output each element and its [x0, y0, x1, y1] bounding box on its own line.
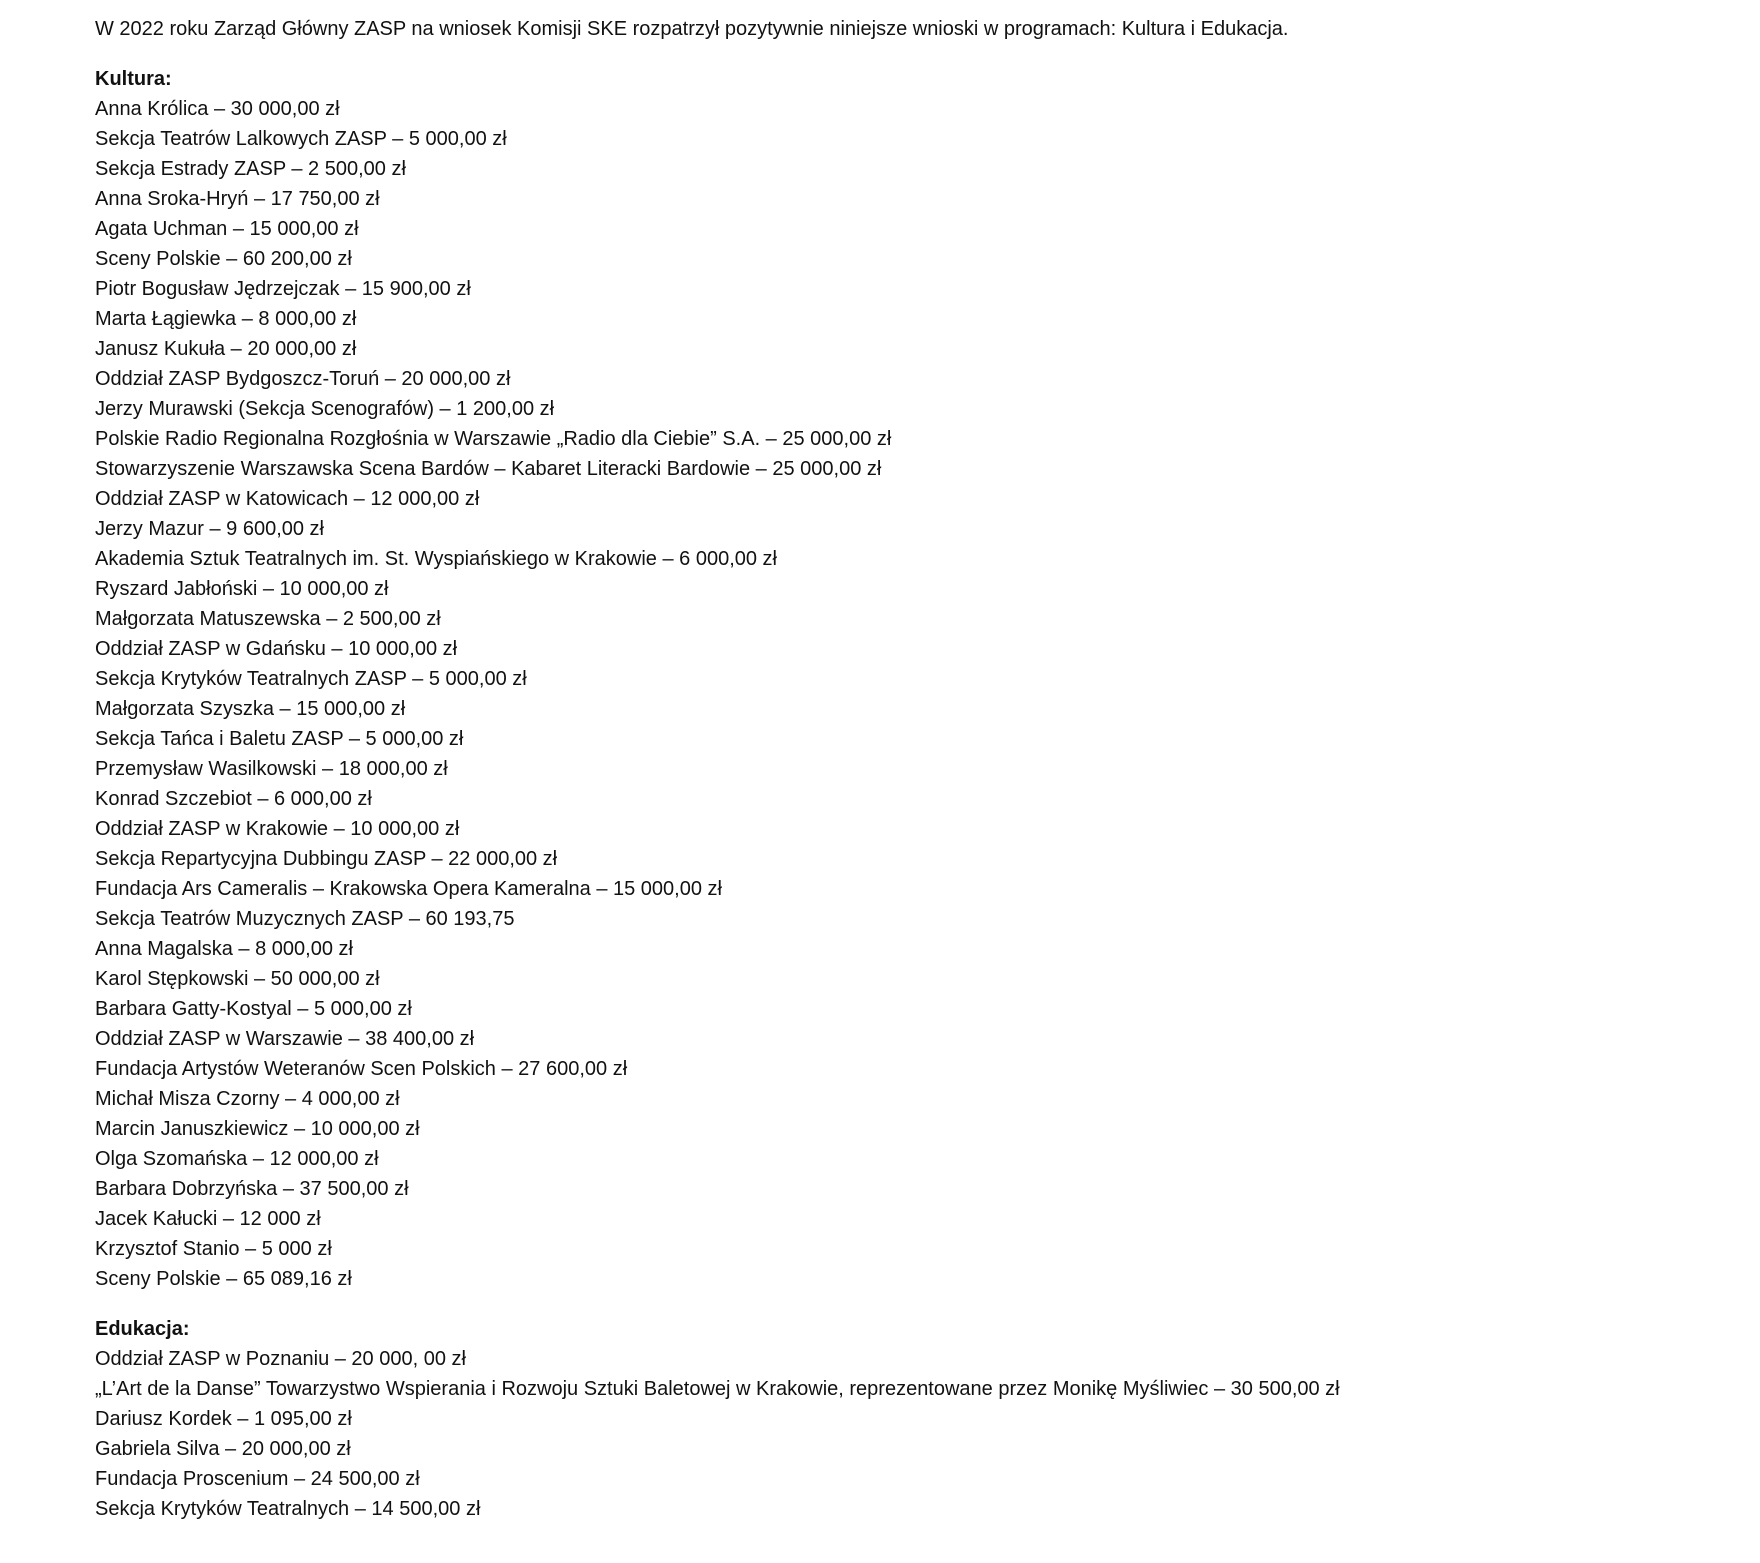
list-item: Oddział ZASP w Warszawie – 38 400,00 zł: [95, 1028, 475, 1050]
list-item: Małgorzata Matuszewska – 2 500,00 zł: [95, 608, 441, 630]
list-item: Jacek Kałucki – 12 000 zł: [95, 1208, 321, 1230]
intro-paragraph: W 2022 roku Zarząd Główny ZASP na wniosek Komisji SKE rozpatrzył pozytywnie niniejsze wnioski w programach: Kultura i Edukacja.: [95, 18, 1289, 40]
list-item: Sekcja Estrady ZASP – 2 500,00 zł: [95, 158, 406, 180]
list-item: Akademia Sztuk Teatralnych im. St. Wyspiańskiego w Krakowie – 6 000,00 zł: [95, 548, 777, 570]
list-item: Piotr Bogusław Jędrzejczak – 15 900,00 zł: [95, 278, 471, 300]
list-item: Karol Stępkowski – 50 000,00 zł: [95, 968, 380, 990]
kultura-heading: Kultura:: [95, 68, 172, 90]
list-item: Sekcja Teatrów Lalkowych ZASP – 5 000,00 zł: [95, 128, 507, 150]
list-item: Sekcja Teatrów Muzycznych ZASP – 60 193,75: [95, 908, 515, 930]
list-item: Oddział ZASP w Poznaniu – 20 000, 00 zł: [95, 1348, 466, 1370]
list-item: Michał Misza Czorny – 4 000,00 zł: [95, 1088, 400, 1110]
list-item: Oddział ZASP Bydgoszcz-Toruń – 20 000,00 zł: [95, 368, 511, 390]
list-item: Fundacja Ars Cameralis – Krakowska Opera Kameralna – 15 000,00 zł: [95, 878, 722, 900]
list-item: Polskie Radio Regionalna Rozgłośnia w Warszawie „Radio dla Ciebie” S.A. – 25 000,00 zł: [95, 428, 892, 450]
list-item: Sceny Polskie – 60 200,00 zł: [95, 248, 352, 270]
list-item: Jerzy Murawski (Sekcja Scenografów) – 1 200,00 zł: [95, 398, 555, 420]
edukacja-section: [95, 1314, 1695, 1524]
list-item: Oddział ZASP w Krakowie – 10 000,00 zł: [95, 818, 460, 840]
list-item: Dariusz Kordek – 1 095,00 zł: [95, 1408, 352, 1430]
list-item: Barbara Dobrzyńska – 37 500,00 zł: [95, 1178, 409, 1200]
list-item: Barbara Gatty-Kostyal – 5 000,00 zł: [95, 998, 412, 1020]
list-item: Krzysztof Stanio – 5 000 zł: [95, 1238, 332, 1260]
list-item: Agata Uchman – 15 000,00 zł: [95, 218, 359, 240]
list-item: Małgorzata Szyszka – 15 000,00 zł: [95, 698, 406, 720]
kultura-list: [95, 94, 1695, 1294]
list-item: Gabriela Silva – 20 000,00 zł: [95, 1438, 351, 1460]
article-content: [95, 14, 1695, 1524]
list-item: Marta Łągiewka – 8 000,00 zł: [95, 308, 357, 330]
list-item: Stowarzyszenie Warszawska Scena Bardów – Kabaret Literacki Bardowie – 25 000,00 zł: [95, 458, 882, 480]
list-item: Konrad Szczebiot – 6 000,00 zł: [95, 788, 372, 810]
list-item: Anna Sroka-Hryń – 17 750,00 zł: [95, 188, 380, 210]
list-item: Fundacja Artystów Weteranów Scen Polskich – 27 600,00 zł: [95, 1058, 628, 1080]
list-item: Sekcja Repartycyjna Dubbingu ZASP – 22 000,00 zł: [95, 848, 558, 870]
list-item: Sekcja Tańca i Baletu ZASP – 5 000,00 zł: [95, 728, 464, 750]
list-item: Fundacja Proscenium – 24 500,00 zł: [95, 1468, 420, 1490]
kultura-section: [95, 64, 1695, 1294]
list-item: „L’Art de la Danse” Towarzystwo Wspierania i Rozwoju Sztuki Baletowej w Krakowie, reprezentowane przez Monikę Myśliwiec – 30 500,00 zł: [95, 1378, 1340, 1400]
list-item: Ryszard Jabłoński – 10 000,00 zł: [95, 578, 389, 600]
list-item: Anna Królica – 30 000,00 zł: [95, 98, 340, 120]
list-item: Przemysław Wasilkowski – 18 000,00 zł: [95, 758, 448, 780]
list-item: Oddział ZASP w Katowicach – 12 000,00 zł: [95, 488, 480, 510]
list-item: Oddział ZASP w Gdańsku – 10 000,00 zł: [95, 638, 458, 660]
list-item: Jerzy Mazur – 9 600,00 zł: [95, 518, 324, 540]
list-item: Anna Magalska – 8 000,00 zł: [95, 938, 353, 960]
list-item: Janusz Kukuła – 20 000,00 zł: [95, 338, 357, 360]
list-item: Sceny Polskie – 65 089,16 zł: [95, 1268, 352, 1290]
list-item: Olga Szomańska – 12 000,00 zł: [95, 1148, 379, 1170]
edukacja-list: [95, 1344, 1695, 1524]
list-item: Sekcja Krytyków Teatralnych ZASP – 5 000,00 zł: [95, 668, 527, 690]
list-item: Marcin Januszkiewicz – 10 000,00 zł: [95, 1118, 420, 1140]
edukacja-heading: Edukacja:: [95, 1318, 190, 1340]
list-item: Sekcja Krytyków Teatralnych – 14 500,00 zł: [95, 1498, 481, 1520]
